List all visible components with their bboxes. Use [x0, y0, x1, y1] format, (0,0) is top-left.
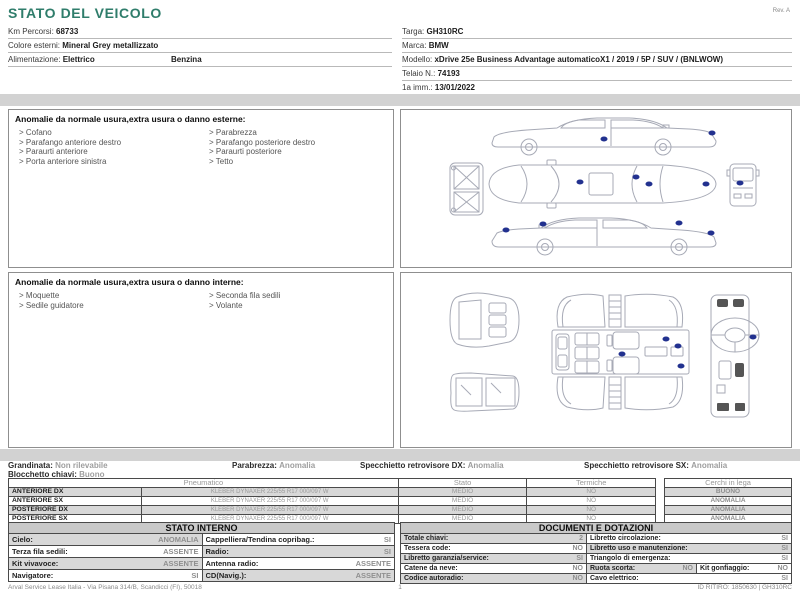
damage-marker [540, 222, 547, 227]
field-alimentazione [8, 53, 392, 67]
field-telaio [402, 67, 792, 81]
cell-label: Libretto garanzia/service: [404, 555, 489, 562]
damage-marker [703, 182, 710, 187]
field-colore-esterni [8, 39, 392, 53]
cell-value: ASSENTE [163, 547, 199, 556]
car-rear-view [450, 163, 483, 215]
anomaly-item: > Seconda fila sedili [209, 291, 280, 301]
panel-cell [9, 534, 202, 545]
rim-state: ANOMALIA [665, 506, 792, 515]
cell-label: Kit gonfiaggio: [700, 565, 750, 572]
vehicle-summary-left [8, 25, 392, 67]
status-label: Specchietto retrovisore DX: [360, 461, 466, 470]
panel-cell [401, 564, 586, 573]
tyre-state: MEDIO [398, 506, 527, 515]
status-value: Anomalia [691, 461, 728, 470]
status-label: Specchietto retrovisore SX: [584, 461, 689, 470]
tyre-spec: KLEBER DYNAXER 225/55 R17 000/097 W [141, 515, 398, 524]
rim-state: ANOMALIA [665, 515, 792, 524]
specchietto-dx-status [360, 461, 504, 470]
anomaly-item: > Paraurti posteriore [209, 147, 315, 157]
cell-value: NO [572, 545, 583, 552]
interior-anomalies-title: Anomalie da normale usura,extra usura o danno interne: [15, 277, 244, 287]
cell-value: SI [781, 575, 788, 582]
cell-value: NO [777, 565, 788, 572]
field-modello [402, 53, 792, 67]
damage-marker [675, 344, 682, 349]
field-targa [402, 25, 792, 39]
status-label: Parabrezza: [232, 461, 277, 470]
anomaly-item: > Cofano [19, 128, 121, 138]
cell-value: SI [781, 535, 788, 542]
rim-state: BUONO [665, 488, 792, 497]
car-top-view [489, 160, 716, 208]
panel-row [9, 557, 394, 569]
status-value: Anomalia [279, 461, 316, 470]
cell-value: NO [572, 565, 583, 572]
cell-value: ANOMALIA [158, 535, 199, 544]
panel-cell [401, 544, 586, 553]
damage-marker [619, 352, 626, 357]
panel-cell [586, 544, 791, 553]
cell-value: ASSENTE [163, 559, 199, 568]
footer-company: Arval Service Lease Italia - Via Pisana 314/B, Scandicci (FI), 50018 [8, 584, 202, 591]
panel-cell [586, 574, 791, 583]
panel-cell [586, 564, 696, 573]
status-value: Anomalia [467, 461, 504, 470]
cell-value: SI [576, 555, 583, 562]
anomaly-item: > Parabrezza [209, 128, 315, 138]
cell-label: Codice autoradio: [404, 575, 464, 582]
panel-cell [202, 558, 395, 569]
tyre-winter: NO [527, 497, 656, 506]
exterior-anomalies-list-right [209, 128, 315, 166]
cell-value: SI [383, 547, 391, 556]
damage-marker [676, 221, 683, 226]
field-label: Modello: [402, 55, 433, 64]
tyres-table [8, 478, 656, 524]
panel-cell [202, 570, 395, 581]
anomaly-item: > Moquette [19, 291, 84, 301]
field-marca [402, 39, 792, 53]
anomaly-item: > Sedile guidatore [19, 301, 84, 311]
interior-state-panel [8, 522, 395, 582]
damage-marker [601, 137, 608, 142]
field-label: Alimentazione: [8, 55, 61, 64]
field-label: 1a imm.: [402, 83, 433, 92]
cell-value: ASSENTE [355, 559, 391, 568]
tyre-winter: NO [527, 515, 656, 524]
seatback-view [450, 293, 519, 347]
table-row [665, 506, 792, 515]
cell-label: Kit vivavoce: [12, 559, 59, 568]
field-value-secondary: Benzina [170, 55, 202, 64]
car-front-view [727, 164, 759, 206]
table-row [9, 506, 656, 515]
table-row [665, 488, 792, 497]
panel-cell [401, 574, 586, 583]
tyre-spec: KLEBER DYNAXER 225/55 R17 000/097 W [141, 506, 398, 515]
interior-anomalies-box [8, 272, 394, 448]
cell-label: Cappelliera/Tendina copribag.: [205, 535, 315, 544]
damage-marker [503, 228, 510, 233]
interior-state-title: STATO INTERNO [9, 523, 394, 534]
damage-marker [737, 181, 744, 186]
cell-label: Ruota scorta: [590, 565, 636, 572]
field-label: Km Percorsi: [8, 27, 54, 36]
panel-cell [401, 554, 586, 563]
field-value: BMW [428, 41, 449, 50]
exterior-anomalies-title: Anomalie da normale usura,extra usura o danno esterne: [15, 114, 246, 124]
damage-marker [678, 364, 685, 369]
damage-marker [577, 180, 584, 185]
cell-label: Catene da neve: [404, 565, 458, 572]
field-value: GH310RC [426, 27, 464, 36]
cell-value: 2 [579, 535, 583, 542]
damage-marker [709, 131, 716, 136]
interior-damage-diagram-box [400, 272, 792, 448]
anomaly-item: > Parafango anteriore destro [19, 138, 121, 148]
cell-value: NO [572, 575, 583, 582]
damage-marker [663, 337, 670, 342]
panel-cell [696, 564, 791, 573]
field-value: 68733 [56, 27, 79, 36]
status-label: Grandinata: [8, 461, 53, 470]
field-value: Mineral Grey metallizzato [62, 41, 159, 50]
vehicle-summary-right [402, 25, 792, 95]
field-value: Elettrico [62, 55, 95, 64]
cell-label: Libretto circolazione: [590, 535, 661, 542]
condition-summary-row [0, 461, 800, 470]
col-termiche: Termiche [527, 479, 656, 488]
tyre-state: MEDIO [398, 488, 527, 497]
field-value: 74193 [437, 69, 460, 78]
damage-marker [708, 231, 715, 236]
tyre-winter: NO [527, 488, 656, 497]
panel-row [9, 545, 394, 557]
tyre-state: MEDIO [398, 497, 527, 506]
panel-row [401, 534, 791, 543]
tyre-position: ANTERIORE SX [9, 497, 142, 506]
interior-anomalies-list-right [209, 291, 280, 310]
documents-equipment-panel [400, 522, 792, 584]
rims-header-row [665, 479, 792, 488]
exterior-damage-diagram-box [400, 109, 792, 268]
windshield-view [451, 373, 519, 411]
field-label: Colore esterni: [8, 41, 61, 50]
table-row [9, 497, 656, 506]
field-km-percorsi [8, 25, 392, 39]
revision-label: Rev. A [772, 8, 790, 14]
panel-cell [586, 534, 791, 543]
table-row [9, 488, 656, 497]
cell-value: NO [682, 565, 693, 572]
anomaly-item: > Volante [209, 301, 280, 311]
cell-value: SI [781, 545, 788, 552]
field-label: Telaio N.: [402, 69, 436, 78]
panel-cell [586, 554, 791, 563]
panel-row [9, 569, 394, 581]
separator-band [0, 449, 800, 461]
cell-label: Navigatore: [12, 571, 54, 580]
cell-label: Libretto uso e manutenzione: [590, 545, 688, 552]
rims-table [664, 478, 792, 524]
rim-state: ANOMALIA [665, 497, 792, 506]
separator-band [0, 94, 800, 106]
specchietto-sx-status [584, 461, 727, 470]
status-value: Non rilevabile [55, 461, 108, 470]
page-title: STATO DEL VEICOLO [8, 5, 162, 21]
panel-row [9, 534, 394, 545]
cell-label: Terza fila sedili: [12, 547, 68, 556]
cell-value: SI [781, 555, 788, 562]
panel-cell [9, 546, 202, 557]
cell-label: Triangolo di emergenza: [590, 555, 671, 562]
panel-row [401, 563, 791, 573]
grandinata-status [8, 461, 108, 470]
cell-label: Cielo: [12, 535, 33, 544]
panel-cell [202, 546, 395, 557]
cell-label: Tessera code: [404, 545, 451, 552]
col-stato: Stato [398, 479, 527, 488]
interior-anomalies-list-left [19, 291, 84, 310]
documents-equipment-title: DOCUMENTI E DOTAZIONI [401, 523, 791, 534]
col-pneumatico: Pneumatico [9, 479, 399, 488]
table-row [665, 497, 792, 506]
field-value: 13/01/2022 [434, 83, 475, 92]
anomaly-item: > Parafango posteriore destro [209, 138, 315, 148]
panel-cell [9, 570, 202, 581]
tyre-spec: KLEBER DYNAXER 225/55 R17 000/097 W [141, 488, 398, 497]
interior-damage-diagram [401, 273, 791, 447]
tyre-state: MEDIO [398, 515, 527, 524]
damage-marker [633, 175, 640, 180]
field-prima-immatricolazione [402, 81, 792, 95]
panel-row [401, 543, 791, 553]
damage-marker [750, 335, 757, 340]
cell-label: Radio: [205, 547, 229, 556]
damage-marker [646, 182, 653, 187]
anomaly-item: > Paraurti anteriore [19, 147, 121, 157]
cell-label: Antenna radio: [205, 559, 259, 568]
cell-value: ASSENTE [355, 571, 391, 580]
panel-row [401, 573, 791, 583]
field-value: xDrive 25e Business Advantage automaticoX1 / 2019 / 5P / SUV / (BNLWOW) [434, 55, 724, 64]
col-cerchi: Cerchi in lega [665, 479, 792, 488]
status-label: Blocchetto chiavi: [8, 470, 77, 479]
exterior-damage-diagram [401, 110, 791, 267]
exterior-anomalies-box [8, 109, 394, 268]
tyre-spec: KLEBER DYNAXER 225/55 R17 000/097 W [141, 497, 398, 506]
field-label: Targa: [402, 27, 425, 36]
cell-label: CD(Navig.): [205, 571, 247, 580]
tyre-position: POSTERIORE DX [9, 506, 142, 515]
cell-label: Totale chiavi: [404, 535, 449, 542]
anomaly-item: > Tetto [209, 157, 315, 167]
status-value: Buono [79, 470, 105, 479]
footer-ritiro-id: ID RITIRO: 1850630 | GH310RC [697, 584, 792, 591]
tyre-winter: NO [527, 506, 656, 515]
tyre-position: ANTERIORE DX [9, 488, 142, 497]
panel-row [401, 553, 791, 563]
exterior-anomalies-list-left [19, 128, 121, 166]
tyres-header-row [9, 479, 656, 488]
cell-value: SI [383, 535, 391, 544]
tyre-position: POSTERIORE SX [9, 515, 142, 524]
panel-cell [401, 534, 586, 543]
cell-label: Cavo elettrico: [590, 575, 639, 582]
field-label: Marca: [402, 41, 427, 50]
parabrezza-status [232, 461, 315, 470]
anomaly-item: > Porta anteriore sinistra [19, 157, 121, 167]
panel-cell [202, 534, 395, 545]
panel-cell [9, 558, 202, 569]
dashboard-steering-view [711, 295, 759, 417]
cell-value: SI [191, 571, 199, 580]
page-number: 1 [398, 584, 402, 591]
